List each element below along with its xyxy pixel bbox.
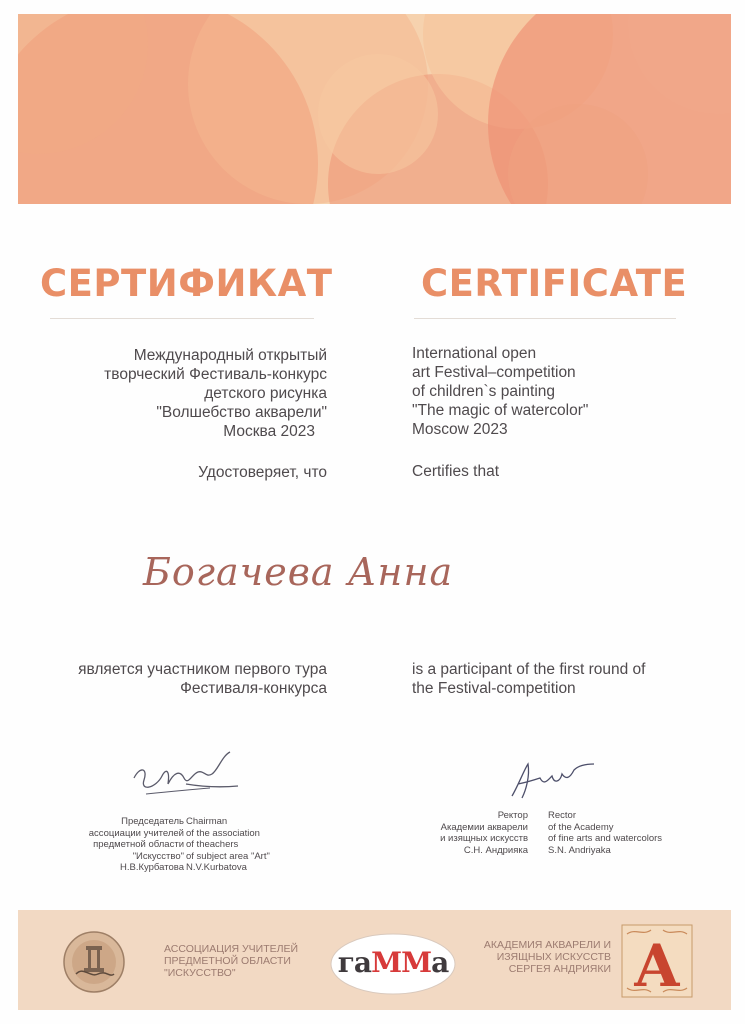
divider-ru bbox=[50, 318, 314, 319]
rector-signature bbox=[508, 756, 598, 806]
academy-monogram-icon bbox=[621, 924, 693, 998]
academy-name bbox=[484, 939, 611, 975]
academy-line: ИЗЯЩНЫХ ИСКУССТВ bbox=[496, 951, 611, 963]
signer-line: N.V.Kurbatova bbox=[186, 862, 247, 873]
festival-line: Moscow 2023 bbox=[412, 421, 508, 438]
association-line: АССОЦИАЦИЯ УЧИТЕЛЕЙ bbox=[164, 943, 299, 955]
participation-line: is a participant of the first round of bbox=[412, 661, 646, 678]
festival-line: Москва 2023 bbox=[223, 423, 315, 440]
gamma-logo-text: гаММа bbox=[337, 946, 449, 979]
rector-title-ru bbox=[440, 810, 528, 856]
signer-line: S.N. Andriyaka bbox=[548, 844, 611, 856]
festival-line: "Волшебство акварели" bbox=[156, 404, 327, 421]
association-line: "ИСКУССТВО" bbox=[164, 967, 236, 979]
signer-line: of theachers bbox=[186, 839, 239, 850]
signer-line: Председатель bbox=[121, 816, 184, 827]
recipient-name: Богачева Анна bbox=[143, 550, 454, 594]
signer-line: Ректор bbox=[497, 810, 528, 821]
association-line: ПРЕДМЕТНОЙ ОБЛАСТИ bbox=[164, 955, 291, 967]
signer-line: Chairman bbox=[186, 816, 228, 827]
association-name bbox=[164, 943, 298, 979]
chairman-title-ru bbox=[89, 816, 184, 874]
participation-line: Фестиваля-конкурса bbox=[180, 680, 327, 697]
svg-text:А: А bbox=[633, 932, 681, 998]
watercolor-banner bbox=[18, 14, 731, 204]
certificate-title-en: CERTIFICATE bbox=[421, 262, 688, 305]
signer-line: of subject area "Art" bbox=[186, 850, 270, 862]
signer-line: ассоциации учителей bbox=[88, 827, 184, 839]
signer-line: Академии акварели bbox=[440, 821, 528, 833]
academy-line: АКАДЕМИЯ АКВАРЕЛИ И bbox=[483, 939, 611, 951]
chairman-signature bbox=[126, 748, 246, 808]
festival-line: art Festival–competition bbox=[412, 364, 576, 381]
signer-line: Rector bbox=[548, 810, 576, 821]
certifies-text-en: Certifies that bbox=[412, 463, 500, 480]
signer-line: С.Н. Андрияка bbox=[463, 844, 528, 856]
festival-description-ru bbox=[104, 346, 327, 441]
festival-description-en bbox=[412, 344, 588, 439]
watercolor-circles-image bbox=[18, 14, 731, 204]
festival-line: Международный открытый bbox=[133, 347, 327, 364]
signer-line: "Искусство" bbox=[132, 850, 184, 862]
festival-line: творческий Фестиваль-конкурс bbox=[104, 366, 327, 383]
gamma-logo bbox=[328, 932, 458, 996]
divider-en bbox=[414, 318, 676, 319]
academy-line: СЕРГЕЯ АНДРИЯКИ bbox=[508, 963, 611, 975]
rector-title-en bbox=[548, 810, 662, 856]
signer-line: of the Academy bbox=[548, 821, 614, 833]
signer-line: of fine arts and watercolors bbox=[548, 833, 663, 844]
festival-line: International open bbox=[412, 345, 537, 362]
festival-line: детского рисунка bbox=[204, 385, 327, 402]
participation-line: является участником первого тура bbox=[78, 661, 327, 678]
certifies-text-ru: Удостоверяет, что bbox=[198, 464, 327, 481]
festival-line: of children`s painting bbox=[412, 383, 556, 400]
participation-text-ru bbox=[78, 660, 327, 698]
association-emblem-icon bbox=[62, 930, 126, 994]
festival-line: "The magic of watercolor" bbox=[412, 402, 589, 419]
signer-line: и изящных искусств bbox=[440, 833, 528, 844]
signer-line: of the association bbox=[186, 827, 260, 839]
footer-logos-strip bbox=[18, 910, 731, 1010]
chairman-title-en bbox=[186, 816, 270, 874]
participation-line: the Festival-competition bbox=[412, 680, 576, 697]
signer-line: предметной области bbox=[93, 839, 184, 850]
participation-text-en bbox=[412, 660, 645, 698]
certificate-title-ru: СЕРТИФИКАТ bbox=[40, 262, 333, 305]
signer-line: Н.В.Курбатова bbox=[120, 862, 184, 873]
